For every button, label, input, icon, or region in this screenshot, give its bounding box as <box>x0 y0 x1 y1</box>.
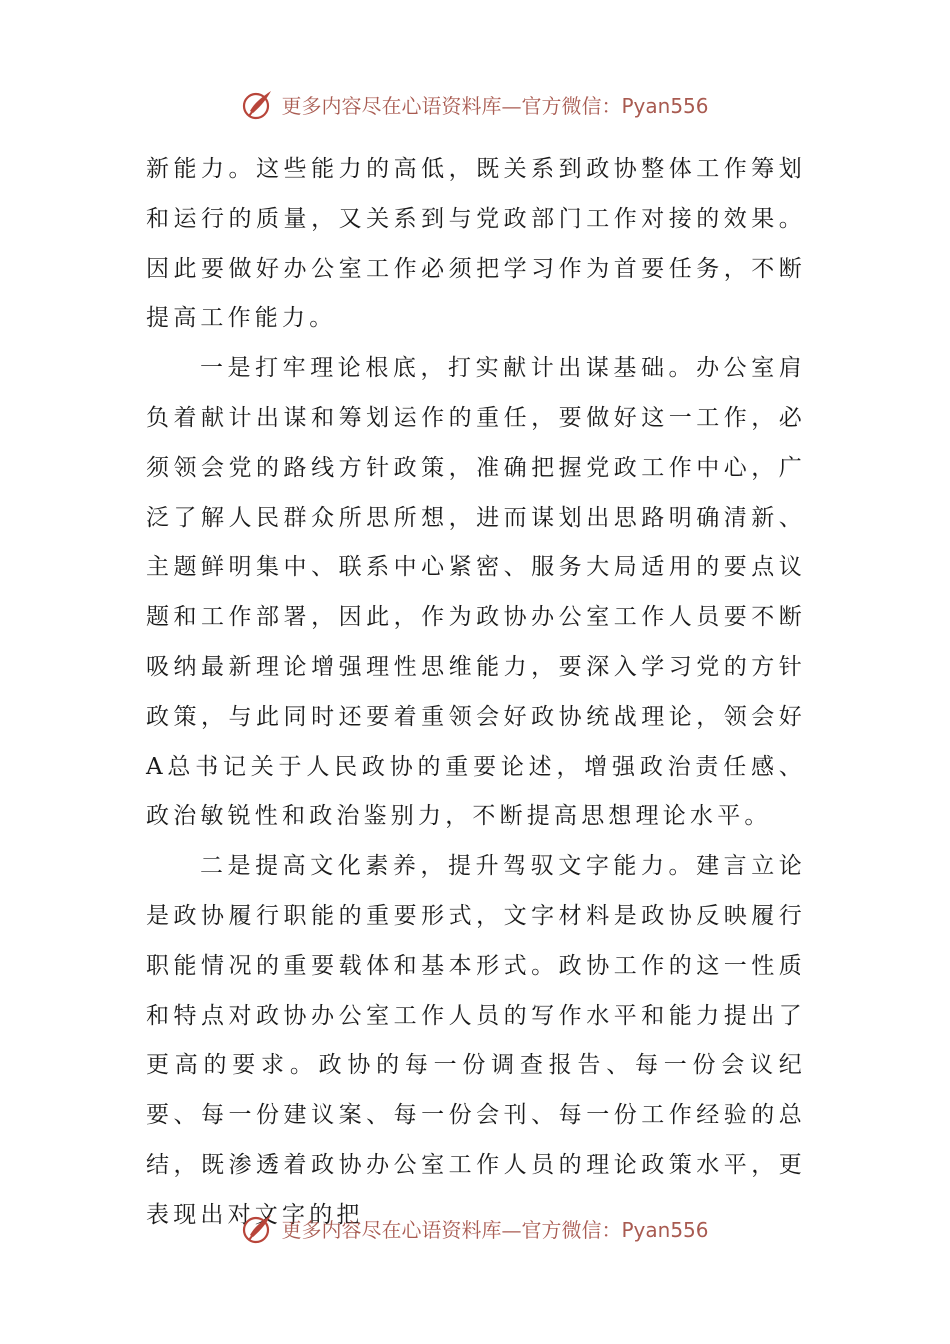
wechat-id: Pyan556 <box>621 93 709 118</box>
paragraph-3: 二是提高文化素养，提升驾驭文字能力。建言立论是政协履行职能的重要形式，文字材料是政协反映履行职能情况的重要载体和基本形式。政协工作的这一性质和特点对政协办公室工作人员的写作水平和能力提出了更高的要求。政协的每一份调查报告、每一份会议纪要、每一份建议案、每一份会刊、每一份工作经验的总结，既渗透着政协办公室工作人员的理论政策水平，更表现出对文字的把 <box>146 853 806 1228</box>
document-body <box>146 145 806 1241</box>
pen-nib-logo-icon <box>241 1211 275 1245</box>
banner-label: 更多内容尽在心语资料库—官方微信： <box>281 1217 622 1242</box>
pen-nib-logo-icon <box>241 87 275 121</box>
header-banner <box>0 84 950 124</box>
banner-text <box>281 1214 708 1243</box>
banner-label: 更多内容尽在心语资料库—官方微信： <box>281 93 622 118</box>
banner-text <box>281 90 708 119</box>
paragraph-2: 一是打牢理论根底，打实献计出谋基础。办公室肩负着献计出谋和筹划运作的重任，要做好这一工作，必须领会党的路线方针政策，准确把握党政工作中心，广泛了解人民群众所思所想，进而谋划出思路明确清新、主题鲜明集中、联系中心紧密、服务大局适用的要点议题和工作部署，因此，作为政协办公室工作人员要不断吸纳最新理论增强理性思维能力，要深入学习党的方针政策，与此同时还要着重领会好政协统战理论，领会好A总书记关于人民政协的重要论述，增强政治责任感、政治敏锐性和政治鉴别力，不断提高思想理论水平。 <box>146 355 806 830</box>
paragraph-1: 新能力。这些能力的高低，既关系到政协整体工作筹划和运行的质量，又关系到与党政部门工作对接的效果。因此要做好办公室工作必须把学习作为首要任务，不断提高工作能力。 <box>146 156 806 332</box>
footer-banner <box>0 1208 950 1248</box>
wechat-id: Pyan556 <box>621 1217 709 1242</box>
